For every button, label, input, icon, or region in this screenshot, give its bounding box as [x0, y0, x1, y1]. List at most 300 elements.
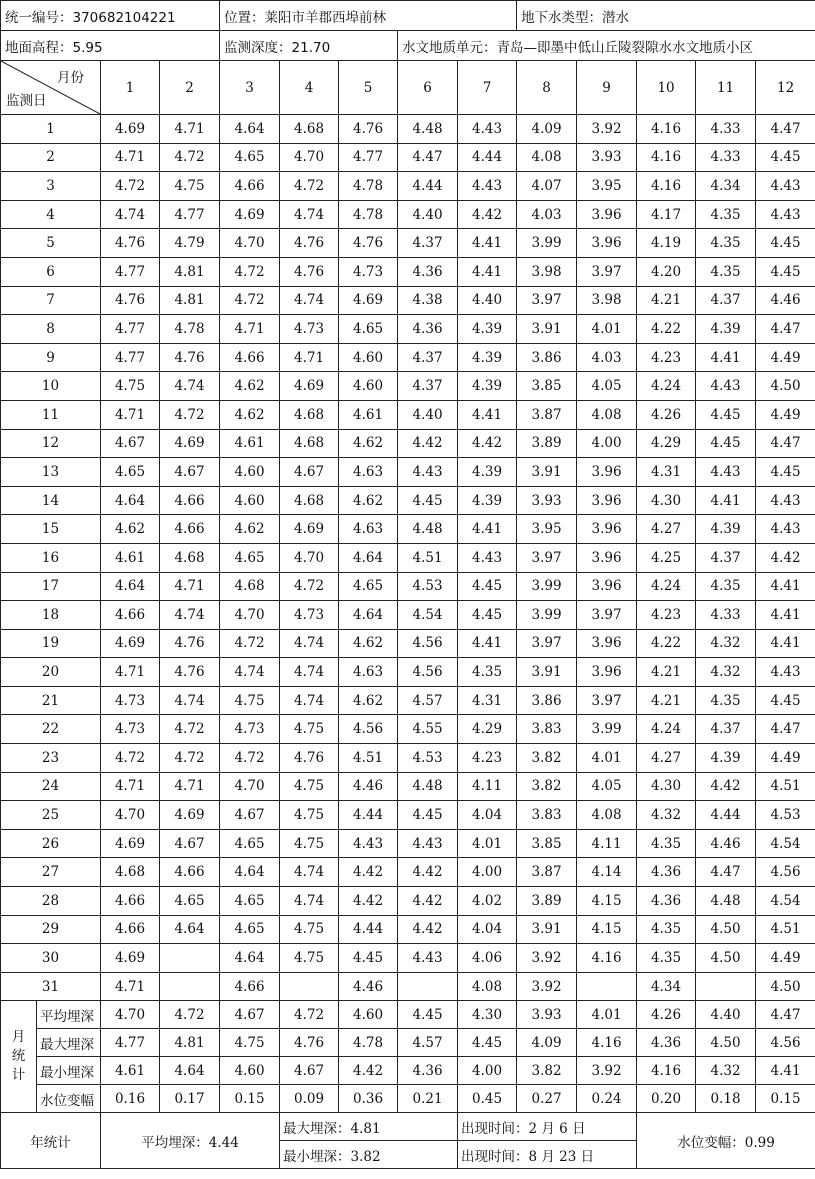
day-label: 1: [1, 115, 101, 144]
depth-cell: 4.48: [398, 115, 458, 144]
depth-cell: 4.69: [280, 515, 339, 544]
depth-cell: 4.77: [101, 315, 160, 344]
depth-cell: 4.74: [280, 887, 339, 916]
month-header-cell: 5: [339, 61, 398, 115]
depth-cell: 4.42: [696, 772, 756, 801]
stat-cell: 3.92: [577, 1057, 637, 1085]
annual-avg-depth: 平均埋深：4.44: [101, 1113, 280, 1169]
depth-cell: 4.15: [577, 887, 637, 916]
month-header-row: [1, 61, 815, 115]
depth-cell: 4.39: [458, 486, 517, 515]
monthly-stats-label: [1, 1001, 37, 1113]
stat-cell: 0.17: [160, 1085, 220, 1113]
depth-cell: 4.14: [577, 858, 637, 887]
stat-cell: 4.42: [339, 1057, 398, 1085]
day-label: 28: [1, 887, 101, 916]
depth-cell: 4.05: [577, 372, 637, 401]
depth-cell: 4.76: [160, 658, 220, 687]
depth-cell: 4.41: [696, 343, 756, 372]
depth-cell: 4.76: [160, 343, 220, 372]
annual-stats-label: 年统计: [1, 1113, 101, 1169]
depth-cell: 3.99: [517, 572, 577, 601]
table-row: [1, 829, 815, 858]
stat-label: 最大埋深: [37, 1029, 101, 1057]
depth-cell: 4.40: [398, 200, 458, 229]
depth-cell: 4.48: [696, 887, 756, 916]
depth-cell: 4.15: [577, 915, 637, 944]
stat-cell: 4.41: [756, 1057, 815, 1085]
depth-cell: 4.43: [339, 829, 398, 858]
depth-cell: 4.01: [577, 744, 637, 773]
table-row: [1, 257, 815, 286]
depth-cell: 4.74: [160, 372, 220, 401]
day-label: 13: [1, 458, 101, 487]
stat-cell: 0.15: [756, 1085, 815, 1113]
depth-cell: 3.95: [517, 515, 577, 544]
depth-cell: 4.43: [696, 372, 756, 401]
month-header-cell: 6: [398, 61, 458, 115]
depth-cell: 3.85: [517, 829, 577, 858]
depth-cell: 4.78: [339, 200, 398, 229]
depth-cell: 4.78: [160, 315, 220, 344]
stat-cell: 4.60: [220, 1057, 280, 1085]
stat-cell: 0.16: [101, 1085, 160, 1113]
depth-cell: 4.75: [160, 172, 220, 201]
depth-cell: 3.97: [517, 286, 577, 315]
depth-cell: 4.70: [101, 801, 160, 830]
day-label: 23: [1, 744, 101, 773]
depth-cell: 4.56: [756, 858, 815, 887]
table-row: [1, 772, 815, 801]
day-label: 19: [1, 629, 101, 658]
depth-cell: 4.62: [220, 400, 280, 429]
table-row: [1, 543, 815, 572]
stat-cell: 4.16: [637, 1057, 696, 1085]
day-label: 30: [1, 944, 101, 973]
depth-cell: 4.45: [398, 801, 458, 830]
depth-cell: 4.76: [280, 229, 339, 258]
table-row: [1, 715, 815, 744]
depth-cell: 4.39: [458, 372, 517, 401]
day-label: 21: [1, 686, 101, 715]
depth-cell: 4.24: [637, 372, 696, 401]
depth-cell: 4.00: [577, 429, 637, 458]
depth-cell: 4.27: [637, 744, 696, 773]
depth-cell: 4.66: [101, 601, 160, 630]
table-row: [1, 801, 815, 830]
depth-cell: 4.42: [398, 858, 458, 887]
depth-cell: 4.49: [756, 744, 815, 773]
stat-cell: 0.45: [458, 1085, 517, 1113]
depth-cell: 3.86: [517, 686, 577, 715]
depth-cell: 4.81: [160, 286, 220, 315]
table-row: [1, 515, 815, 544]
depth-cell: 4.43: [458, 115, 517, 144]
depth-cell: 4.41: [696, 486, 756, 515]
depth-cell: 4.43: [696, 458, 756, 487]
table-row: [1, 343, 815, 372]
depth-cell: 4.72: [101, 172, 160, 201]
table-row: [1, 286, 815, 315]
day-label: 4: [1, 200, 101, 229]
stat-cell: 0.36: [339, 1085, 398, 1113]
depth-cell: 4.71: [280, 343, 339, 372]
depth-cell: 4.62: [101, 515, 160, 544]
depth-cell: 4.08: [577, 801, 637, 830]
depth-cell: 4.39: [458, 315, 517, 344]
depth-cell: 4.51: [756, 915, 815, 944]
stat-cell: 4.47: [756, 1001, 815, 1029]
depth-cell: 4.41: [458, 229, 517, 258]
depth-cell: [398, 972, 458, 1001]
table-row: [1, 887, 815, 916]
stat-cell: 4.67: [280, 1057, 339, 1085]
depth-cell: 4.19: [637, 229, 696, 258]
depth-cell: 4.45: [756, 143, 815, 172]
depth-cell: 4.46: [696, 829, 756, 858]
depth-cell: 4.31: [458, 686, 517, 715]
depth-cell: 4.67: [220, 801, 280, 830]
depth-cell: 4.26: [637, 400, 696, 429]
depth-cell: 4.37: [696, 543, 756, 572]
table-row: [1, 429, 815, 458]
day-label: 24: [1, 772, 101, 801]
depth-cell: 4.04: [458, 801, 517, 830]
depth-cell: 4.69: [339, 286, 398, 315]
depth-cell: 4.45: [696, 400, 756, 429]
depth-cell: 4.23: [458, 744, 517, 773]
depth-cell: 4.71: [101, 143, 160, 172]
depth-cell: 4.45: [458, 601, 517, 630]
depth-cell: 3.95: [577, 172, 637, 201]
depth-cell: 4.75: [280, 829, 339, 858]
stat-cell: 3.93: [517, 1001, 577, 1029]
stat-cell: 4.45: [458, 1029, 517, 1057]
depth-cell: 4.41: [756, 572, 815, 601]
depth-cell: 3.96: [577, 543, 637, 572]
table-row: [1, 944, 815, 973]
depth-cell: 4.63: [339, 458, 398, 487]
depth-cell: 4.72: [160, 744, 220, 773]
depth-cell: 4.78: [339, 172, 398, 201]
month-header-cell: 4: [280, 61, 339, 115]
annual-max-time: 出现时间：2 月 6 日: [458, 1113, 637, 1141]
depth-cell: 4.30: [637, 486, 696, 515]
depth-cell: 3.86: [517, 343, 577, 372]
depth-cell: 4.39: [696, 315, 756, 344]
depth-cell: 4.43: [756, 486, 815, 515]
depth-cell: 4.76: [339, 229, 398, 258]
depth-cell: 4.50: [696, 915, 756, 944]
stat-cell: 4.60: [339, 1001, 398, 1029]
depth-cell: 4.42: [339, 887, 398, 916]
depth-cell: 4.51: [398, 543, 458, 572]
depth-cell: 4.37: [398, 229, 458, 258]
depth-cell: 4.20: [637, 257, 696, 286]
depth-cell: 4.71: [220, 315, 280, 344]
day-label: 25: [1, 801, 101, 830]
table-row: [1, 686, 815, 715]
day-label: 2: [1, 143, 101, 172]
depth-cell: 4.62: [220, 515, 280, 544]
stat-cell: 4.81: [160, 1029, 220, 1057]
depth-cell: 4.44: [339, 915, 398, 944]
depth-cell: 4.09: [517, 115, 577, 144]
depth-cell: 4.76: [280, 744, 339, 773]
depth-cell: 3.82: [517, 744, 577, 773]
depth-cell: 4.68: [280, 429, 339, 458]
depth-cell: 4.72: [220, 629, 280, 658]
depth-cell: 4.76: [101, 286, 160, 315]
depth-cell: 4.33: [696, 601, 756, 630]
depth-cell: 4.73: [220, 715, 280, 744]
depth-cell: 4.69: [160, 429, 220, 458]
depth-cell: 4.46: [756, 286, 815, 315]
depth-cell: 4.31: [637, 458, 696, 487]
depth-cell: 4.40: [458, 286, 517, 315]
depth-cell: 3.97: [517, 629, 577, 658]
depth-cell: 4.62: [339, 429, 398, 458]
depth-cell: 4.44: [339, 801, 398, 830]
depth-cell: 4.66: [160, 858, 220, 887]
depth-cell: 4.63: [339, 515, 398, 544]
depth-cell: 4.35: [637, 944, 696, 973]
depth-cell: 4.74: [280, 658, 339, 687]
depth-cell: 4.25: [637, 543, 696, 572]
month-header-cell: 3: [220, 61, 280, 115]
day-label: 15: [1, 515, 101, 544]
depth-cell: 3.91: [517, 458, 577, 487]
annual-range: 水位变幅：0.99: [637, 1113, 815, 1169]
depth-cell: 4.53: [398, 572, 458, 601]
depth-cell: 4.49: [756, 343, 815, 372]
depth-cell: 4.68: [101, 858, 160, 887]
depth-cell: 4.70: [220, 601, 280, 630]
day-label: 16: [1, 543, 101, 572]
month-header-cell: 11: [696, 61, 756, 115]
depth-cell: 4.42: [458, 429, 517, 458]
depth-cell: 4.65: [220, 829, 280, 858]
depth-cell: 4.65: [220, 543, 280, 572]
depth-cell: 4.06: [458, 944, 517, 973]
stat-cell: 4.01: [577, 1001, 637, 1029]
depth-cell: 4.74: [160, 601, 220, 630]
depth-cell: 3.96: [577, 458, 637, 487]
monthly-stat-row: [1, 1085, 815, 1113]
annual-min-depth: 最小埋深：3.82: [280, 1141, 458, 1169]
stat-cell: 4.76: [280, 1029, 339, 1057]
depth-cell: 4.41: [458, 515, 517, 544]
depth-cell: 4.77: [160, 200, 220, 229]
depth-cell: [696, 972, 756, 1001]
depth-cell: 4.22: [637, 315, 696, 344]
monitoring-depth: 监测深度：21.70: [220, 31, 398, 61]
depth-cell: 4.03: [577, 343, 637, 372]
depth-cell: 4.56: [398, 629, 458, 658]
depth-cell: 3.83: [517, 801, 577, 830]
corner-header-cell: [1, 61, 101, 115]
monthly-stat-row: [1, 1057, 815, 1085]
depth-cell: 4.54: [756, 829, 815, 858]
table-row: [1, 229, 815, 258]
depth-cell: 4.21: [637, 286, 696, 315]
day-label: 18: [1, 601, 101, 630]
depth-cell: 4.37: [398, 343, 458, 372]
depth-cell: 4.75: [220, 686, 280, 715]
depth-cell: 4.75: [280, 801, 339, 830]
depth-cell: 4.61: [339, 400, 398, 429]
depth-cell: 4.34: [696, 172, 756, 201]
depth-cell: 4.47: [756, 315, 815, 344]
groundwater-type: 地下水类型：潜水: [517, 1, 815, 31]
table-row: [1, 858, 815, 887]
depth-cell: 4.63: [339, 658, 398, 687]
day-label: 10: [1, 372, 101, 401]
depth-cell: 4.68: [220, 572, 280, 601]
depth-cell: 4.60: [339, 372, 398, 401]
depth-cell: [280, 972, 339, 1001]
depth-cell: 4.62: [339, 686, 398, 715]
depth-cell: 4.54: [398, 601, 458, 630]
depth-cell: 3.89: [517, 429, 577, 458]
month-header-cell: 1: [101, 61, 160, 115]
day-label: 9: [1, 343, 101, 372]
table-row: [1, 658, 815, 687]
depth-cell: 4.69: [160, 801, 220, 830]
depth-cell: 4.68: [160, 543, 220, 572]
depth-cell: 4.65: [160, 887, 220, 916]
depth-cell: 4.65: [220, 143, 280, 172]
depth-cell: 4.66: [220, 343, 280, 372]
header-row-2: [1, 31, 815, 61]
day-label: 3: [1, 172, 101, 201]
stat-cell: 4.75: [220, 1029, 280, 1057]
depth-cell: 4.37: [696, 286, 756, 315]
depth-cell: 3.87: [517, 858, 577, 887]
stat-cell: 4.36: [398, 1057, 458, 1085]
depth-cell: 4.05: [577, 772, 637, 801]
depth-cell: 4.77: [101, 343, 160, 372]
depth-cell: 4.45: [696, 429, 756, 458]
depth-cell: 4.38: [398, 286, 458, 315]
depth-cell: 4.42: [398, 915, 458, 944]
depth-cell: 4.70: [220, 229, 280, 258]
depth-cell: 3.83: [517, 715, 577, 744]
depth-cell: 4.73: [101, 686, 160, 715]
depth-cell: 3.96: [577, 515, 637, 544]
depth-cell: 4.16: [637, 143, 696, 172]
depth-cell: 4.34: [637, 972, 696, 1001]
depth-cell: 4.71: [160, 115, 220, 144]
day-label: 26: [1, 829, 101, 858]
monthly-stat-row: [1, 1029, 815, 1057]
depth-cell: 4.37: [398, 372, 458, 401]
stat-cell: 4.56: [756, 1029, 815, 1057]
depth-cell: 4.42: [398, 887, 458, 916]
month-header-cell: 9: [577, 61, 637, 115]
depth-cell: 4.47: [696, 858, 756, 887]
day-label: 22: [1, 715, 101, 744]
stat-cell: 0.09: [280, 1085, 339, 1113]
station-code: 统一编号：370682104221: [1, 1, 220, 31]
stat-cell: 0.21: [398, 1085, 458, 1113]
depth-cell: 4.17: [637, 200, 696, 229]
depth-cell: 4.65: [220, 915, 280, 944]
depth-cell: 4.64: [160, 915, 220, 944]
stat-cell: 4.77: [101, 1029, 160, 1057]
depth-cell: 4.42: [339, 858, 398, 887]
depth-cell: 4.39: [458, 458, 517, 487]
depth-cell: 4.47: [756, 429, 815, 458]
depth-cell: 3.85: [517, 372, 577, 401]
stat-cell: 4.09: [517, 1029, 577, 1057]
depth-cell: 4.68: [280, 400, 339, 429]
depth-cell: 4.33: [696, 115, 756, 144]
depth-cell: 4.39: [458, 343, 517, 372]
monthly-stats-label-char: 月: [11, 1029, 26, 1046]
depth-cell: 4.74: [280, 200, 339, 229]
day-label: 20: [1, 658, 101, 687]
depth-cell: 4.73: [339, 257, 398, 286]
annual-stat-row: [1, 1113, 815, 1141]
depth-cell: 4.44: [696, 801, 756, 830]
hydrogeologic-unit: 水文地质单元：青岛—即墨中低山丘陵裂隙水水文地质小区: [398, 31, 815, 61]
depth-cell: 4.43: [398, 458, 458, 487]
depth-cell: 4.60: [220, 486, 280, 515]
depth-cell: 4.49: [756, 400, 815, 429]
depth-cell: 4.55: [398, 715, 458, 744]
depth-cell: 4.41: [756, 629, 815, 658]
table-row: [1, 200, 815, 229]
stat-cell: 0.20: [637, 1085, 696, 1113]
stat-cell: 4.72: [280, 1001, 339, 1029]
depth-cell: 4.32: [696, 629, 756, 658]
depth-cell: 3.96: [577, 629, 637, 658]
depth-cell: 4.43: [756, 515, 815, 544]
depth-cell: 4.67: [101, 429, 160, 458]
depth-cell: 4.60: [220, 458, 280, 487]
depth-cell: 4.71: [160, 572, 220, 601]
ground-elevation: 地面高程：5.95: [1, 31, 220, 61]
stat-cell: 4.67: [220, 1001, 280, 1029]
depth-cell: 4.74: [101, 200, 160, 229]
table-row: [1, 744, 815, 773]
depth-cell: 4.61: [101, 543, 160, 572]
depth-cell: 4.61: [220, 429, 280, 458]
depth-cell: 4.65: [339, 315, 398, 344]
depth-cell: 4.23: [637, 601, 696, 630]
depth-cell: 4.71: [101, 658, 160, 687]
depth-cell: 4.72: [220, 286, 280, 315]
depth-cell: 4.65: [220, 887, 280, 916]
depth-cell: 4.27: [637, 515, 696, 544]
depth-cell: 4.43: [756, 658, 815, 687]
stat-cell: 4.26: [637, 1001, 696, 1029]
annual-max-depth: 最大埋深：4.81: [280, 1113, 458, 1141]
depth-cell: 4.33: [696, 143, 756, 172]
depth-cell: 4.66: [220, 972, 280, 1001]
depth-cell: 4.68: [280, 486, 339, 515]
depth-cell: 4.66: [101, 887, 160, 916]
day-label: 5: [1, 229, 101, 258]
depth-cell: 4.43: [756, 200, 815, 229]
depth-cell: [577, 972, 637, 1001]
depth-cell: 4.71: [101, 400, 160, 429]
depth-cell: 4.39: [696, 515, 756, 544]
depth-cell: 3.91: [517, 315, 577, 344]
depth-cell: 4.30: [637, 772, 696, 801]
table-row: [1, 629, 815, 658]
